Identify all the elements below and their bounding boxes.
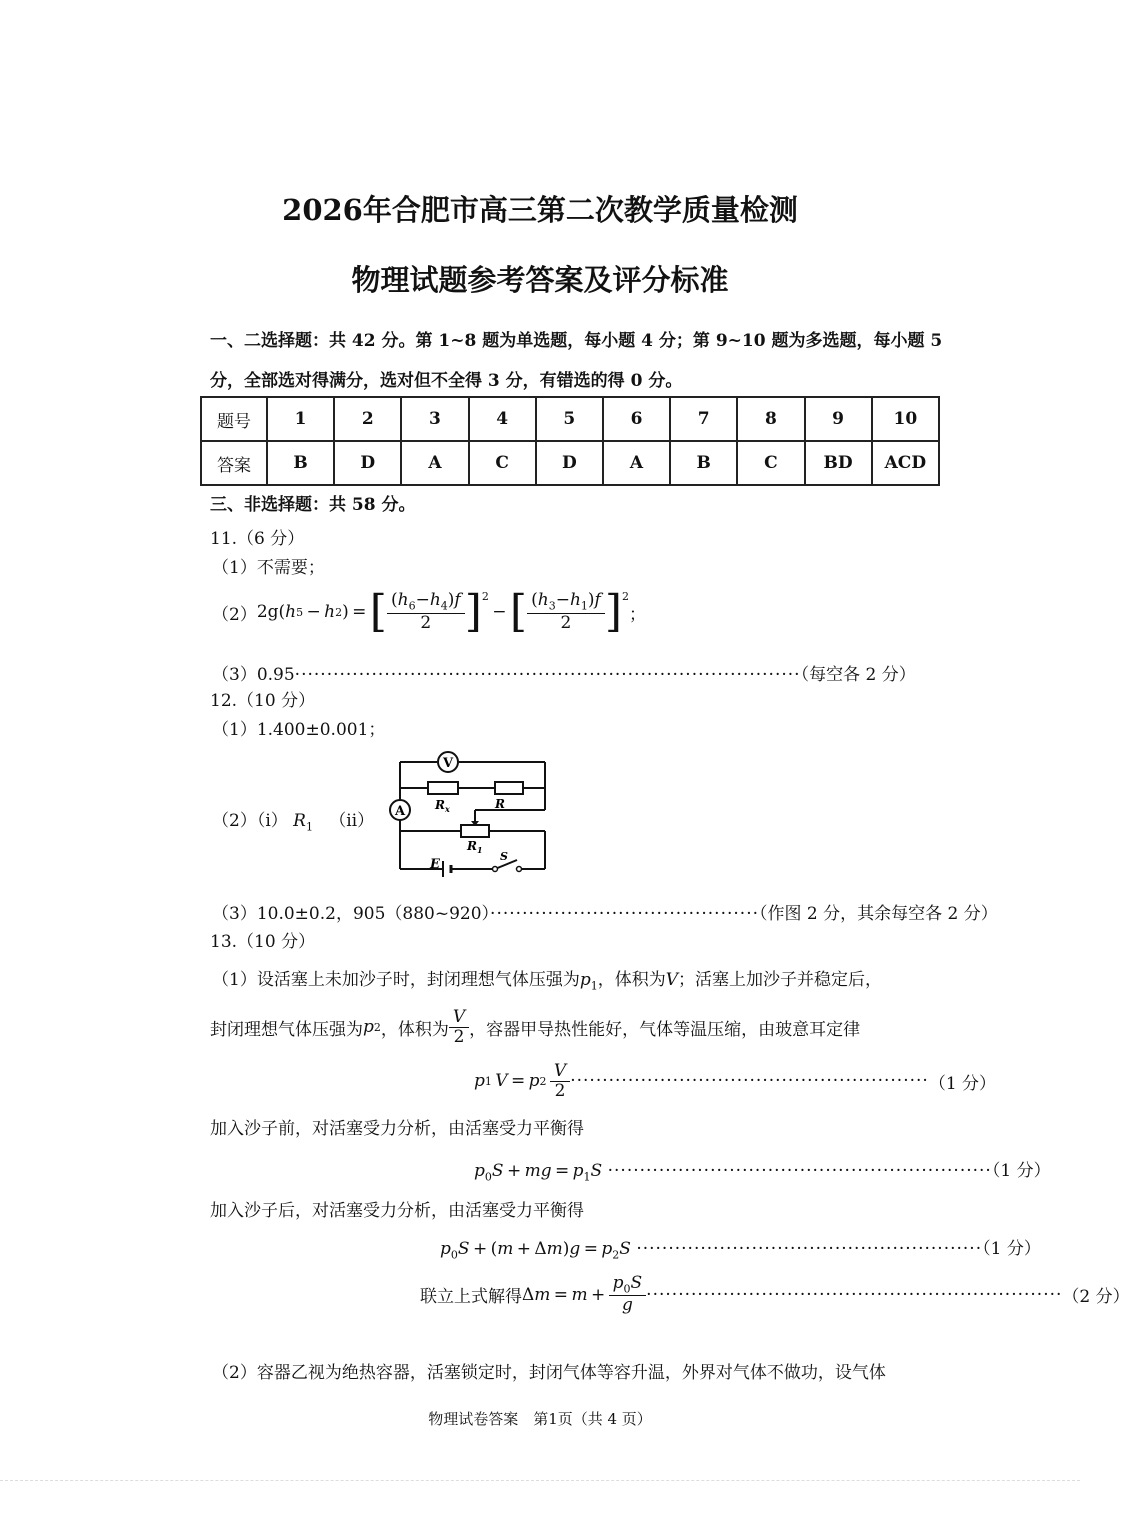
table-cell: C <box>469 441 536 485</box>
q12-part3-note: （作图 2 分，其余每空各 2 分） <box>759 904 998 924</box>
q13-line1: （1）设活塞上未加沙子时，封闭理想气体压强为$p_1$，体积为V；活塞上加沙子并稳定后， <box>212 970 882 993</box>
label-e: E <box>430 857 440 872</box>
q11-heading: 11.（6 分） <box>210 529 305 549</box>
q11-part2-end: ； <box>629 604 646 625</box>
table-cell: 10 <box>872 397 939 441</box>
q12-heading: 12.（10 分） <box>210 691 316 711</box>
page-footer: 物理试卷答案 第1页（共 4 页） <box>428 1410 652 1428</box>
q12-part3: （3）10.0±0.2，905（880~920）··········································（作图 2 分，其余每空各 2 分） <box>212 904 998 924</box>
table-cell: 2 <box>334 397 401 441</box>
q11-part3: （3）0.95···············································································（每空各 2 分） <box>212 665 916 685</box>
table-cell: 9 <box>805 397 872 441</box>
table-cell: 4 <box>469 397 536 441</box>
circuit-diagram <box>385 748 560 888</box>
q13-line4: 加入沙子后，对活塞受力分析，由活塞受力平衡得 <box>210 1201 584 1221</box>
table-cell: D <box>334 441 401 485</box>
table-header-cell: 题号 <box>201 397 267 441</box>
table-cell: A <box>401 441 468 485</box>
ammeter-icon <box>390 800 410 820</box>
svg-text:A: A <box>394 804 406 819</box>
q12-part2: （2）（ⅰ） $R_1$ （ⅱ） <box>212 811 375 834</box>
answer-table <box>200 396 940 486</box>
table-cell: 7 <box>670 397 737 441</box>
q13-equation2: $p_0S$ + mg = $p_1S \cdot\cdot\cdot\cdot\cdot\cdot\cdot\cdot\cdot\cdot\cdot\cdot\cdot\cdot\cdot\cdot\cdot\cdot\cdot\cdot\cdot\cdot\cdot\cdot\cdot\cdot\cdot\cdot\cdot\cdot\cdot\cdot\cdot\cdot\cdot\cdot\cdot\cdot\cdot\cdot\cdot\cdot\cdot\cdot\cdot\cdot\cdot\cdot\cdot\cdot\cdot\cdot\cdot\cdot\cdot\cdot\cdot\cdot\cdot\cdot(1$ 分） <box>474 1161 1051 1184</box>
voltmeter-icon <box>438 752 458 772</box>
switch-contact <box>517 867 522 872</box>
table-cell: 5 <box>536 397 603 441</box>
q13-line1-c: ；活塞上加沙子并稳定后， <box>678 970 882 990</box>
q13-part2: （2）容器乙视为绝热容器，活塞锁定时，封闭气体等容升温，外界对气体不做功，设气体 <box>212 1363 886 1383</box>
q13-equation4-pre: 联立上式解得 <box>420 1287 522 1308</box>
q11-part3-text: （3）0.95 <box>212 665 295 685</box>
table-cell: ACD <box>872 441 939 485</box>
q13-heading: 13.（10 分） <box>210 932 316 952</box>
table-cell: 8 <box>737 397 804 441</box>
q13-equation1-note: （1 分） <box>928 1073 997 1094</box>
q12-part3-text: （3）10.0±0.2，905（880~920） <box>212 904 491 924</box>
q13-line1-b: ，体积为 <box>597 970 666 990</box>
label-r: R <box>495 797 505 811</box>
q13-equation4-note: （2 分） <box>1062 1287 1130 1308</box>
q13-line2-b: ，体积为 <box>380 1019 449 1040</box>
table-cell: 1 <box>267 397 334 441</box>
table-header-cell: 答案 <box>201 441 267 485</box>
label-r1: $R_1$ <box>467 839 483 855</box>
q13-equation1: p 1 V = p 2 $\frac{V}{2}$ ························································ （1 分） <box>474 1061 997 1101</box>
section1-line2: 分，全部选对得满分，选对但不全得 3 分，有错选的得 0 分。 <box>210 371 683 391</box>
table-cell: BD <box>805 441 872 485</box>
table-cell: D <box>536 441 603 485</box>
table-cell: B <box>670 441 737 485</box>
section1-line1: 一、二选择题：共 42 分。第 1~8 题为单选题，每小题 4 分；第 9~10 题为多选题，每小题 5 <box>210 331 943 351</box>
table-cell: A <box>603 441 670 485</box>
q11-part2 <box>212 582 646 642</box>
q11-part2-label: （2） <box>212 604 257 625</box>
section3-heading: 三、非选择题：共 58 分。 <box>210 495 416 515</box>
switch-pivot <box>493 867 498 872</box>
q13-equation2-note: （1 分） <box>991 1161 1051 1181</box>
q13-line2-c: ，容器甲导热性能好，气体等温压缩，由玻意耳定律 <box>469 1019 861 1040</box>
table-row-questions <box>201 397 939 441</box>
table-row-answers <box>201 441 939 485</box>
table-cell: C <box>737 441 804 485</box>
q13-line1-a: （1）设活塞上未加沙子时，封闭理想气体压强为 <box>212 970 580 990</box>
q12-part2-ii: （ⅱ） <box>329 811 375 831</box>
q11-formula: 2g( h 5 − h 2 ) = [ $\frac{(h_6-h_4)f}{2}$ ] $^2$ − [ $\frac{(h_3-h_1)f}{2}$ ] $^2$ <box>256 586 629 637</box>
q13-line3: 加入沙子前，对活塞受力分析，由活塞受力平衡得 <box>210 1119 584 1139</box>
q12-part1: （1）1.400±0.001； <box>212 720 386 740</box>
table-cell: 6 <box>603 397 670 441</box>
q12-part2-i: （2）（ⅰ） <box>212 811 288 831</box>
svg-text:V: V <box>442 756 454 771</box>
q11-part3-note: （每空各 2 分） <box>800 665 916 685</box>
q13-equation3-note: （1 分） <box>982 1239 1041 1259</box>
table-cell: 3 <box>401 397 468 441</box>
page-divider <box>0 1480 1080 1481</box>
q13-equation4: 联立上式解得 Δ m = m + $\frac{p_0S}{g}$ ································································· （2 分） <box>420 1273 1130 1316</box>
q13-equation3: $p_0S + (m + \Delta m)g = p_2S \cdot\cdot\cdot\cdot\cdot\cdot\cdot\cdot\cdot\cdot\cdot\cdot\cdot\cdot\cdot\cdot\cdot\cdot\cdot\cdot\cdot\cdot\cdot\cdot\cdot\cdot\cdot\cdot\cdot\cdot\cdot\cdot\cdot\cdot\cdot\cdot\cdot\cdot\cdot\cdot\cdot\cdot\cdot\cdot\cdot\cdot\cdot\cdot\cdot\cdot\cdot\cdot\cdot\cdot(1$ 分） <box>440 1239 1041 1262</box>
page-subtitle: 物理试题参考答案及评分标准 <box>351 263 729 297</box>
q13-line2-a: 封闭理想气体压强为 <box>210 1019 363 1040</box>
q13-line2: 封闭理想气体压强为 p 2 ，体积为 $\frac{V}{2}$ ，容器甲导热性能好，气体等温压缩，由玻意耳定律 <box>210 1007 861 1047</box>
table-cell: B <box>267 441 334 485</box>
label-s: S <box>500 850 508 863</box>
label-rx: $R_x$ <box>435 798 450 814</box>
q11-part1: （1）不需要； <box>212 558 325 578</box>
page-title: 2026年合肥市高三第二次教学质量检测 <box>282 193 798 227</box>
